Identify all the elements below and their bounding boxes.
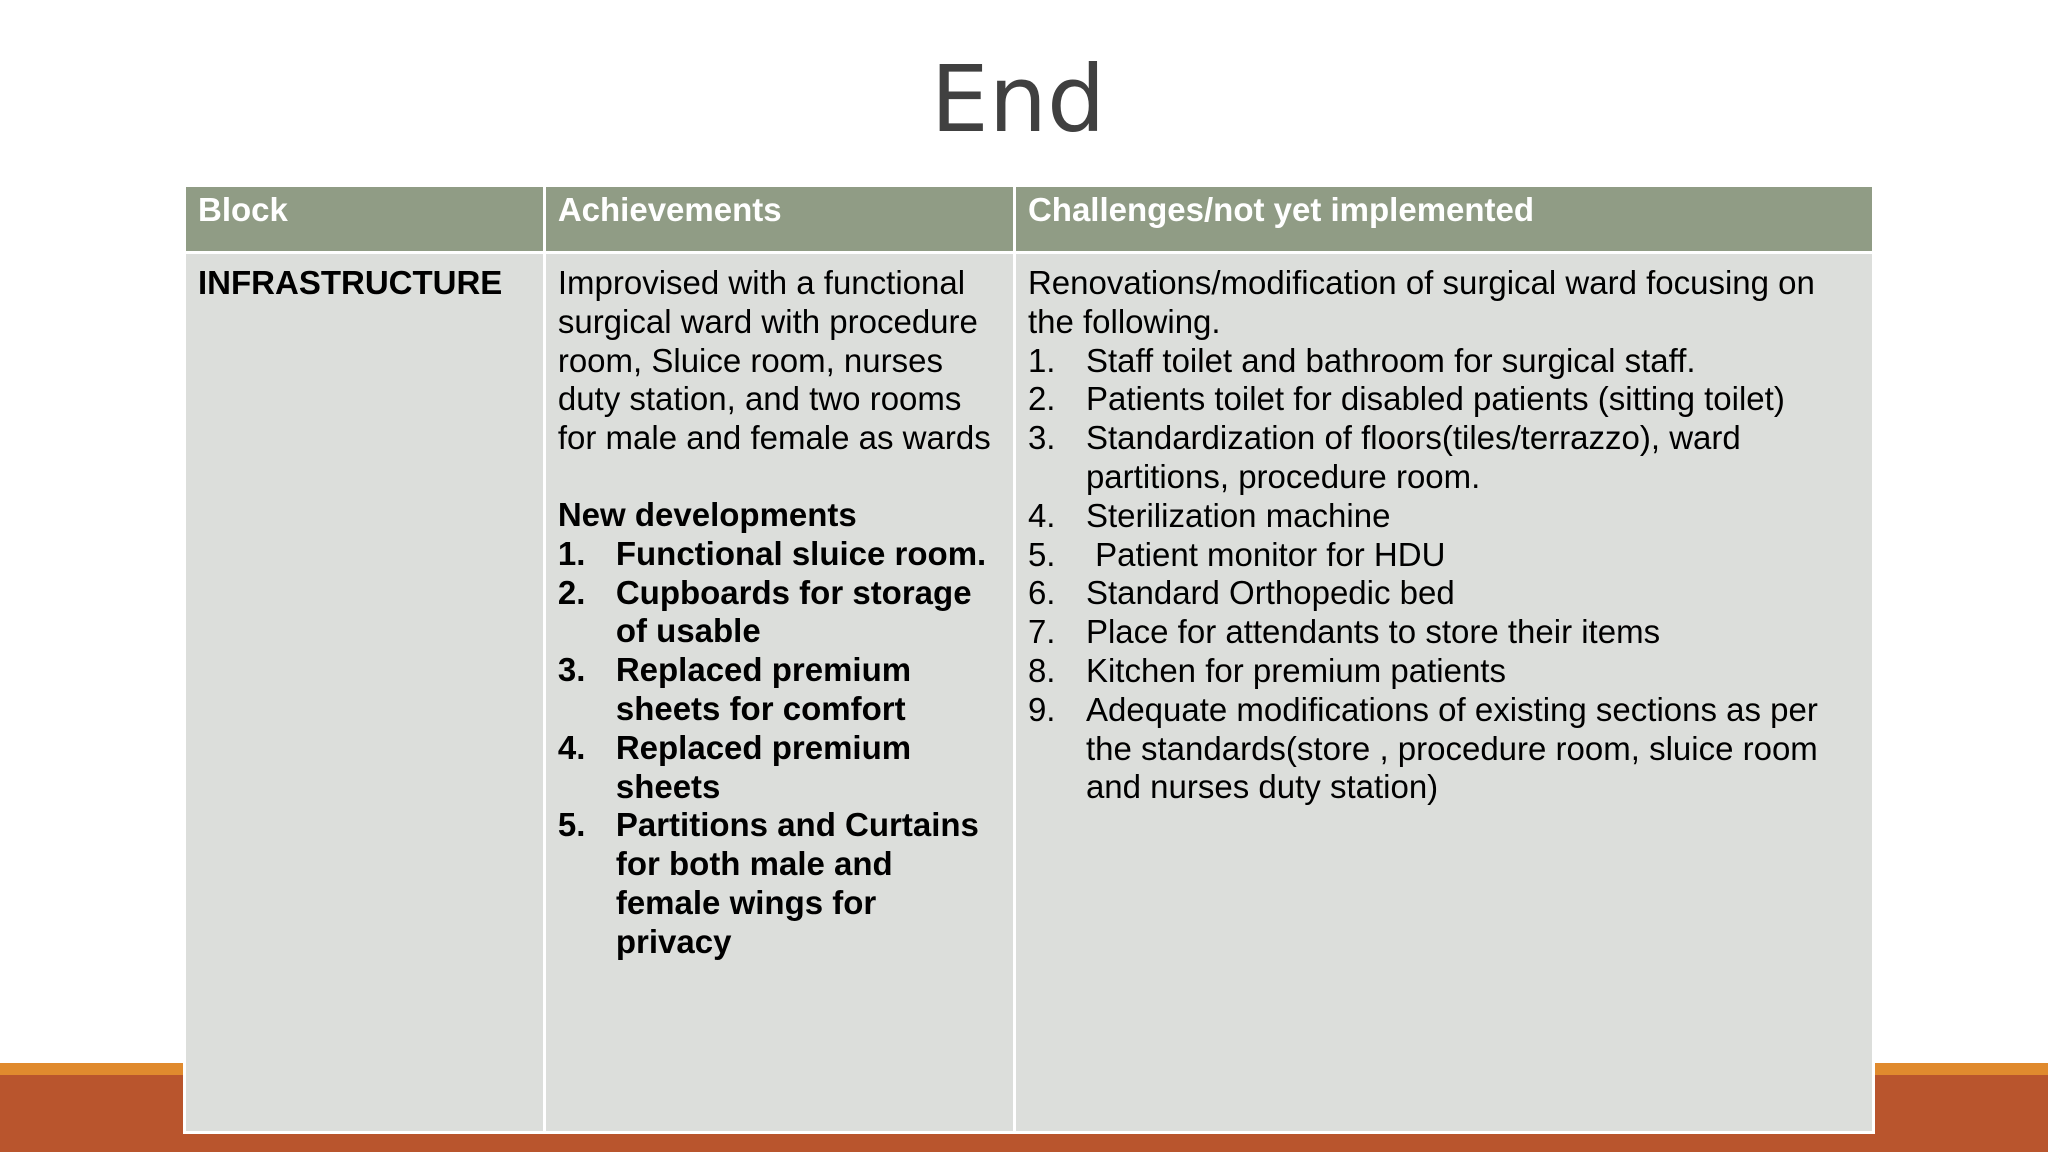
list-number: 9. [1027,690,1056,728]
list-item [1028,419,1860,497]
achievements-intro: Improvised with a functional surgical ward with procedure room, Sluice room, nurses duty station, and two rooms for male and female as wards [557,264,991,457]
block-cell [186,254,543,1131]
list-number: 7. [1027,613,1056,651]
list-number: 1. [1027,341,1056,379]
content-table [183,184,1875,1134]
list-number: 3. [557,651,586,689]
list-number: 2. [1027,380,1056,418]
list-text: Place for attendants to store their items [1085,613,1661,651]
header-block: Block [186,187,543,251]
list-item [1028,574,1860,613]
list-item [1028,497,1860,536]
list-item [558,535,1001,574]
list-number: 6. [1027,574,1056,612]
list-text: Adequate modifications of existing sections as per the standards(store , procedure room, sluice room and nurses duty station) [1085,690,1818,806]
list-text: Replaced premium sheets for comfort [615,651,912,727]
list-item [1028,342,1860,381]
challenges-list [1028,342,1860,808]
list-text: Replaced premium sheets [615,728,912,805]
list-item [558,729,1001,807]
list-number: 4. [1027,496,1056,534]
header-challenges: Challenges/not yet implemented [1016,187,1872,251]
block-label: INFRASTRUCTURE [198,264,503,301]
table-header-row [186,187,1872,251]
challenges-cell [1016,254,1872,1131]
slide-title: End [930,46,1106,153]
list-item [1028,691,1860,807]
list-text: Partitions and Curtains for both male and female wings for privacy [615,806,979,960]
new-developments-heading: New developments [557,495,857,533]
list-item [558,574,1001,652]
list-number: 2. [557,573,586,611]
challenges-intro: Renovations/modification of surgical ward focusing on the following. [1027,264,1815,340]
list-item [1028,613,1860,652]
list-text: Standardization of floors(tiles/terrazzo), ward partitions, procedure room. [1085,419,1741,495]
list-number: 4. [557,728,586,766]
list-item [558,651,1001,729]
list-text: Standard Orthopedic bed [1085,574,1455,612]
list-text: Staff toilet and bathroom for surgical staff. [1085,341,1696,379]
list-text: Sterilization machine [1085,496,1391,534]
table-row [186,254,1872,1131]
list-text: Functional sluice room. [615,534,987,572]
list-item [1028,536,1860,575]
list-text: Kitchen for premium patients [1085,651,1506,689]
list-number: 5. [1027,535,1056,573]
list-number: 3. [1027,419,1056,457]
list-item [558,806,1001,961]
list-text: Cupboards for storage of usable [615,573,972,650]
header-achievements: Achievements [546,187,1013,251]
achievements-cell [546,254,1013,1131]
list-number: 1. [557,534,586,572]
list-number: 5. [557,806,586,844]
list-text: Patient monitor for HDU [1085,535,1446,573]
list-text: Patients toilet for disabled patients (sitting toilet) [1085,380,1785,418]
achievements-list [558,535,1001,962]
list-number: 8. [1027,651,1056,689]
list-item [1028,380,1860,419]
list-item [1028,652,1860,691]
